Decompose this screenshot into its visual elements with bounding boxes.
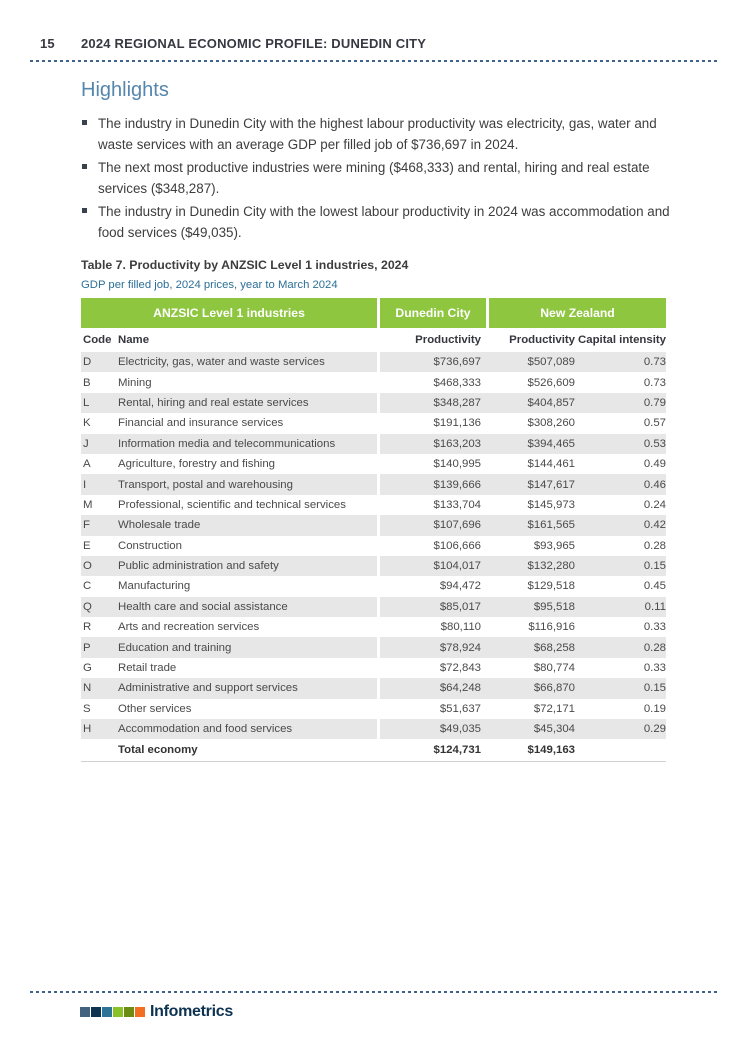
row-capital-intensity: 0.45 — [643, 580, 666, 593]
row-code: P — [81, 637, 118, 657]
row-dunedin-productivity: $107,696 — [433, 519, 481, 532]
row-values-band — [380, 678, 666, 698]
row-values-band — [380, 434, 666, 454]
table-row — [81, 474, 666, 494]
table-row — [81, 434, 666, 454]
table-row — [81, 454, 666, 474]
row-capital-intensity: 0.53 — [643, 437, 666, 450]
highlights-bullet-list — [81, 113, 670, 243]
row-name: Financial and insurance services — [118, 417, 284, 430]
row-capital-intensity: 0.24 — [643, 498, 666, 511]
row-capital-intensity: 0.79 — [643, 396, 666, 409]
row-nz-productivity: $116,916 — [528, 621, 575, 634]
column-header-code: Code — [83, 334, 112, 346]
bullet-item — [81, 157, 670, 199]
row-nz-productivity: $161,565 — [527, 519, 575, 532]
row-dunedin-productivity: $85,017 — [439, 600, 481, 613]
header-dotted-rule — [30, 60, 717, 62]
row-name: Agriculture, forestry and fishing — [118, 458, 276, 471]
row-code: E — [83, 539, 91, 552]
table-row — [81, 617, 666, 637]
table-row — [81, 413, 666, 433]
row-code: B — [83, 376, 91, 389]
logo-square-icon — [91, 1007, 101, 1017]
row-capital-intensity: 0.49 — [643, 458, 666, 471]
row-nz-productivity: $308,260 — [527, 417, 575, 430]
row-dunedin-productivity: $64,248 — [439, 682, 481, 695]
row-dunedin-productivity: $736,697 — [433, 356, 481, 369]
row-name: Public administration and safety — [118, 556, 377, 576]
highlights-heading: Highlights — [81, 79, 169, 101]
row-name: Information media and telecommunications — [118, 434, 377, 454]
row-code: C — [83, 580, 92, 593]
column-header-dunedin-productivity: Productivity — [415, 334, 481, 346]
group-header-industries: ANZSIC Level 1 industries — [81, 298, 377, 328]
row-capital-intensity: 0.15 — [643, 682, 666, 695]
header-title: 2024 REGIONAL ECONOMIC PROFILE: DUNEDIN CITY — [81, 36, 427, 51]
row-name: Transport, postal and warehousing — [118, 474, 377, 494]
row-nz-productivity: $80,774 — [533, 662, 575, 675]
row-name: Professional, scientific and technical services — [118, 498, 346, 511]
row-nz-productivity: $68,258 — [533, 641, 575, 654]
row-code: A — [83, 458, 91, 471]
bullet-square-icon — [82, 208, 87, 213]
row-dunedin-productivity: $163,203 — [433, 437, 481, 450]
table-row — [81, 637, 666, 657]
row-nz-productivity: $147,617 — [527, 478, 575, 491]
row-capital-intensity: 0.15 — [643, 560, 666, 573]
row-name: Other services — [118, 702, 192, 715]
row-capital-intensity: 0.33 — [643, 662, 666, 675]
row-nz-productivity: $132,280 — [527, 560, 575, 573]
row-dunedin-productivity: $49,035 — [439, 723, 481, 736]
row-code: N — [81, 678, 118, 698]
total-dunedin-productivity: $124,731 — [433, 744, 481, 757]
logo-text: Infometrics — [150, 1003, 233, 1020]
row-name: Rental, hiring and real estate services — [118, 393, 377, 413]
row-dunedin-productivity: $106,666 — [433, 539, 481, 552]
row-code: L — [81, 393, 118, 413]
row-values-band — [380, 699, 666, 719]
table-subtitle: GDP per filled job, 2024 prices, year to March 2024 — [81, 279, 338, 291]
row-name: Electricity, gas, water and waste services — [118, 352, 377, 372]
row-name: Wholesale trade — [118, 515, 377, 535]
total-code-cell — [81, 739, 118, 761]
row-dunedin-productivity: $468,333 — [433, 376, 481, 389]
bullet-square-icon — [82, 120, 87, 125]
total-capital-intensity — [575, 739, 666, 761]
row-nz-productivity: $72,171 — [533, 702, 575, 715]
row-name: Retail trade — [118, 662, 177, 675]
row-dunedin-productivity: $104,017 — [433, 560, 481, 573]
row-name: Health care and social assistance — [118, 597, 377, 617]
row-code: S — [83, 702, 91, 715]
productivity-table — [81, 298, 666, 762]
row-code: K — [83, 417, 91, 430]
row-capital-intensity: 0.28 — [643, 641, 666, 654]
row-capital-intensity: 0.33 — [643, 621, 666, 634]
bullet-item — [81, 113, 670, 155]
row-code: R — [83, 621, 92, 634]
row-values-band — [380, 637, 666, 657]
table-column-headers — [81, 328, 666, 352]
bullet-text: The industry in Dunedin City with the highest labour productivity was electricity, gas, water and waste services with an average GDP per filled job of $736,697 in 2024. — [98, 116, 657, 152]
column-header-name: Name — [118, 334, 150, 346]
row-capital-intensity: 0.46 — [643, 478, 666, 491]
row-values-band — [380, 576, 666, 596]
footer-dotted-rule — [30, 991, 717, 993]
column-header-band — [380, 328, 666, 352]
row-nz-productivity: $95,518 — [533, 600, 575, 613]
row-capital-intensity: 0.73 — [643, 376, 666, 389]
row-nz-productivity: $45,304 — [533, 723, 575, 736]
table-row — [81, 536, 666, 556]
page-number: 15 — [40, 36, 55, 51]
row-dunedin-productivity: $348,287 — [433, 396, 481, 409]
row-name: Education and training — [118, 637, 377, 657]
row-dunedin-productivity: $139,666 — [433, 478, 481, 491]
table-row — [81, 678, 666, 698]
group-header-dunedin: Dunedin City — [380, 298, 486, 328]
row-code: H — [81, 719, 118, 739]
row-nz-productivity: $93,965 — [533, 539, 575, 552]
row-dunedin-productivity: $80,110 — [440, 621, 481, 634]
row-dunedin-productivity: $140,995 — [433, 458, 481, 471]
table-row — [81, 576, 666, 596]
logo-squares — [80, 1007, 146, 1017]
row-code: M — [83, 498, 93, 511]
table-row — [81, 393, 666, 413]
infometrics-logo — [80, 1005, 233, 1019]
group-header-nz: New Zealand — [489, 298, 666, 328]
row-code: Q — [81, 597, 118, 617]
logo-square-icon — [135, 1007, 145, 1017]
table-total-row — [81, 739, 666, 762]
row-code: J — [81, 434, 118, 454]
logo-square-icon — [113, 1007, 123, 1017]
table-row — [81, 719, 666, 739]
row-values-band — [380, 597, 666, 617]
table-body — [81, 352, 666, 739]
row-capital-intensity: 0.19 — [643, 702, 666, 715]
logo-square-icon — [102, 1007, 112, 1017]
table-caption: Table 7. Productivity by ANZSIC Level 1 industries, 2024 — [81, 258, 409, 272]
row-values-band — [380, 393, 666, 413]
row-name: Manufacturing — [118, 580, 191, 593]
row-values-band — [380, 413, 666, 433]
table-row — [81, 352, 666, 372]
row-name: Construction — [118, 539, 182, 552]
row-dunedin-productivity: $72,843 — [439, 662, 481, 675]
row-values-band — [380, 515, 666, 535]
page-header — [40, 36, 716, 51]
total-nz-productivity: $149,163 — [527, 744, 575, 757]
row-name: Mining — [118, 376, 152, 389]
row-code: I — [81, 474, 118, 494]
row-nz-productivity: $404,857 — [527, 396, 575, 409]
row-code: D — [81, 352, 118, 372]
bullet-square-icon — [82, 164, 87, 169]
table-row — [81, 658, 666, 678]
bullet-text: The industry in Dunedin City with the lowest labour productivity in 2024 was accommodation and food services ($49,035). — [98, 204, 670, 240]
table-row — [81, 495, 666, 515]
row-capital-intensity: 0.73 — [643, 356, 666, 369]
row-capital-intensity: 0.42 — [643, 519, 666, 532]
row-name: Administrative and support services — [118, 678, 377, 698]
row-values-band — [380, 556, 666, 576]
total-label: Total economy — [118, 744, 198, 757]
row-nz-productivity: $144,461 — [527, 458, 575, 471]
row-dunedin-productivity: $94,472 — [439, 580, 481, 593]
table-row — [81, 699, 666, 719]
row-dunedin-productivity: $191,136 — [433, 417, 481, 430]
logo-square-icon — [124, 1007, 134, 1017]
row-nz-productivity: $145,973 — [527, 498, 575, 511]
row-code: G — [83, 662, 92, 675]
bullet-text: The next most productive industries were mining ($468,333) and rental, hiring and real estate services ($348,287). — [98, 160, 650, 196]
row-values-band — [380, 474, 666, 494]
row-nz-productivity: $507,089 — [527, 356, 575, 369]
row-name: Accommodation and food services — [118, 719, 377, 739]
row-code: F — [81, 515, 118, 535]
table-group-header — [81, 298, 666, 328]
row-dunedin-productivity: $51,637 — [439, 702, 481, 715]
row-dunedin-productivity: $133,704 — [433, 498, 481, 511]
row-capital-intensity: 0.11 — [644, 600, 666, 613]
column-header-nz-productivity: Productivity — [509, 334, 575, 346]
table-row — [81, 556, 666, 576]
row-nz-productivity: $66,870 — [533, 682, 575, 695]
row-values-band — [380, 495, 666, 515]
row-capital-intensity: 0.29 — [643, 723, 666, 736]
row-values-band — [380, 658, 666, 678]
row-nz-productivity: $394,465 — [527, 437, 575, 450]
row-capital-intensity: 0.28 — [643, 539, 666, 552]
row-dunedin-productivity: $78,924 — [439, 641, 481, 654]
row-capital-intensity: 0.57 — [643, 417, 666, 430]
bullet-item — [81, 201, 670, 243]
table-row — [81, 597, 666, 617]
row-values-band — [380, 372, 666, 392]
row-nz-productivity: $129,518 — [527, 580, 575, 593]
row-nz-productivity: $526,609 — [527, 376, 575, 389]
table-row — [81, 515, 666, 535]
column-header-capital-intensity: Capital intensity — [578, 334, 666, 346]
row-values-band — [380, 617, 666, 637]
total-band — [380, 739, 666, 761]
table-row — [81, 372, 666, 392]
logo-square-icon — [80, 1007, 90, 1017]
row-values-band — [380, 454, 666, 474]
row-values-band — [380, 352, 666, 372]
row-code: O — [81, 556, 118, 576]
row-values-band — [380, 719, 666, 739]
row-name: Arts and recreation services — [118, 621, 260, 634]
row-values-band — [380, 536, 666, 556]
